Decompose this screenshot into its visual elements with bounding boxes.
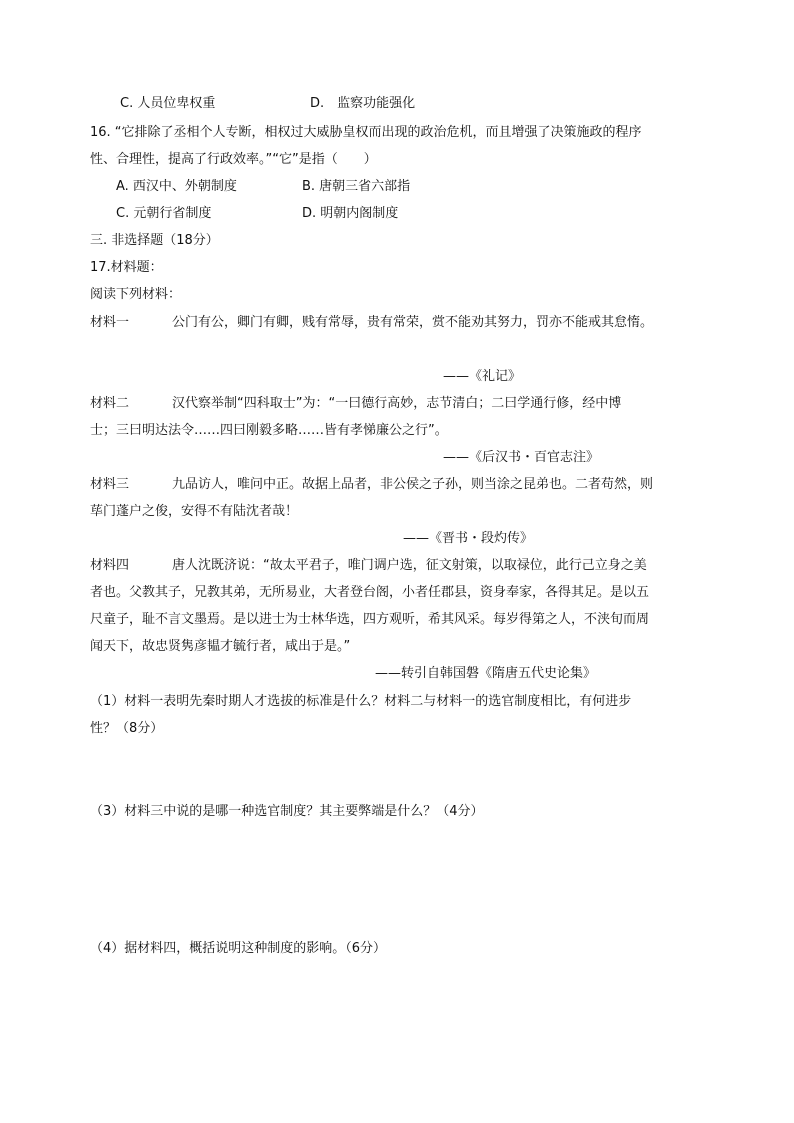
question3: （3）材料三中说的是哪一种选官制度？其主要弊端是什么？（4分） — [90, 804, 484, 819]
q15-option-d: D. 监察功能强化 — [310, 96, 416, 111]
material4-line4: 闻天下，故忠贤隽彦韫才毓行者，咸出于是。” — [90, 639, 351, 654]
material1-source: ——《礼记》 — [443, 369, 522, 384]
material4-source: ——转引自韩国磐《隋唐五代史论集》 — [375, 666, 597, 681]
material2-line1: 汉代察举制“四科取士”为：“一曰德行高妙，志节清白；二曰学通行修，经中博 — [172, 396, 622, 411]
material2-label: 材料二 — [90, 396, 130, 411]
material2-line2: 士；三曰明达法令……四曰刚毅多略……皆有孝悌廉公之行”。 — [90, 423, 448, 438]
question4: （4）据材料四，概括说明这种制度的影响。（6分） — [90, 941, 387, 956]
q15-option-c: C. 人员位卑权重 — [120, 96, 216, 111]
material1-label: 材料一 — [90, 315, 130, 330]
material1-line1: 公门有公，卿门有卿，贱有常辱，贵有常荣，赏不能劝其努力，罚亦不能戒其怠惰。 — [172, 315, 654, 330]
section3-heading: 三. 非选择题（18分） — [90, 233, 219, 248]
q16-option-a: A. 西汉中、外朝制度 — [116, 179, 237, 194]
material3-label: 材料三 — [90, 477, 130, 492]
material4-line3: 尺童子，耻不言文墨焉。是以进士为士林华选，四方观听，希其风采。每岁得第之人，不浃旬而周 — [90, 612, 650, 627]
question1-line1: （1）材料一表明先秦时期人才选拔的标准是什么？材料二与材料一的选官制度相比，有何进步 — [90, 694, 632, 709]
q16-option-c: C. 元朝行省制度 — [116, 206, 212, 221]
q16-stem-line2: 性、合理性，提高了行政效率。”“它”是指（ ） — [90, 152, 377, 167]
material4-line2: 者也。父教其子，兄教其弟，无所易业，大者登台阁，小者任郡县，资身奉家，各得其足。是以五 — [90, 585, 650, 600]
material4-label: 材料四 — [90, 558, 130, 573]
question1-line2: 性？（8分） — [90, 721, 164, 736]
q17-title: 17.材料题： — [90, 260, 163, 275]
instruction: 阅读下列材料： — [90, 287, 182, 302]
material3-line2: 荜门蓬户之俊，安得不有陆沈者哉！ — [90, 504, 299, 519]
q16-option-b: B. 唐朝三省六部指 — [302, 179, 411, 194]
q16-stem-line1: 16. “它排除了丞相个人专断，相权过大威胁皇权而出现的政治危机，而且增强了决策施政的程序 — [90, 125, 642, 140]
material3-line1: 九品访人，唯问中正。故据上品者，非公侯之子孙，则当涂之昆弟也。二者苟然，则 — [172, 477, 654, 492]
q16-option-d: D. 明朝内阁制度 — [302, 206, 399, 221]
material4-line1: 唐人沈既济说：“故太平君子，唯门调户选，征文射策，以取禄位，此行己立身之美 — [172, 558, 647, 573]
material3-source: ——《晋书・段灼传》 — [403, 531, 534, 546]
material2-source: ——《后汉书・百官志注》 — [443, 450, 600, 465]
